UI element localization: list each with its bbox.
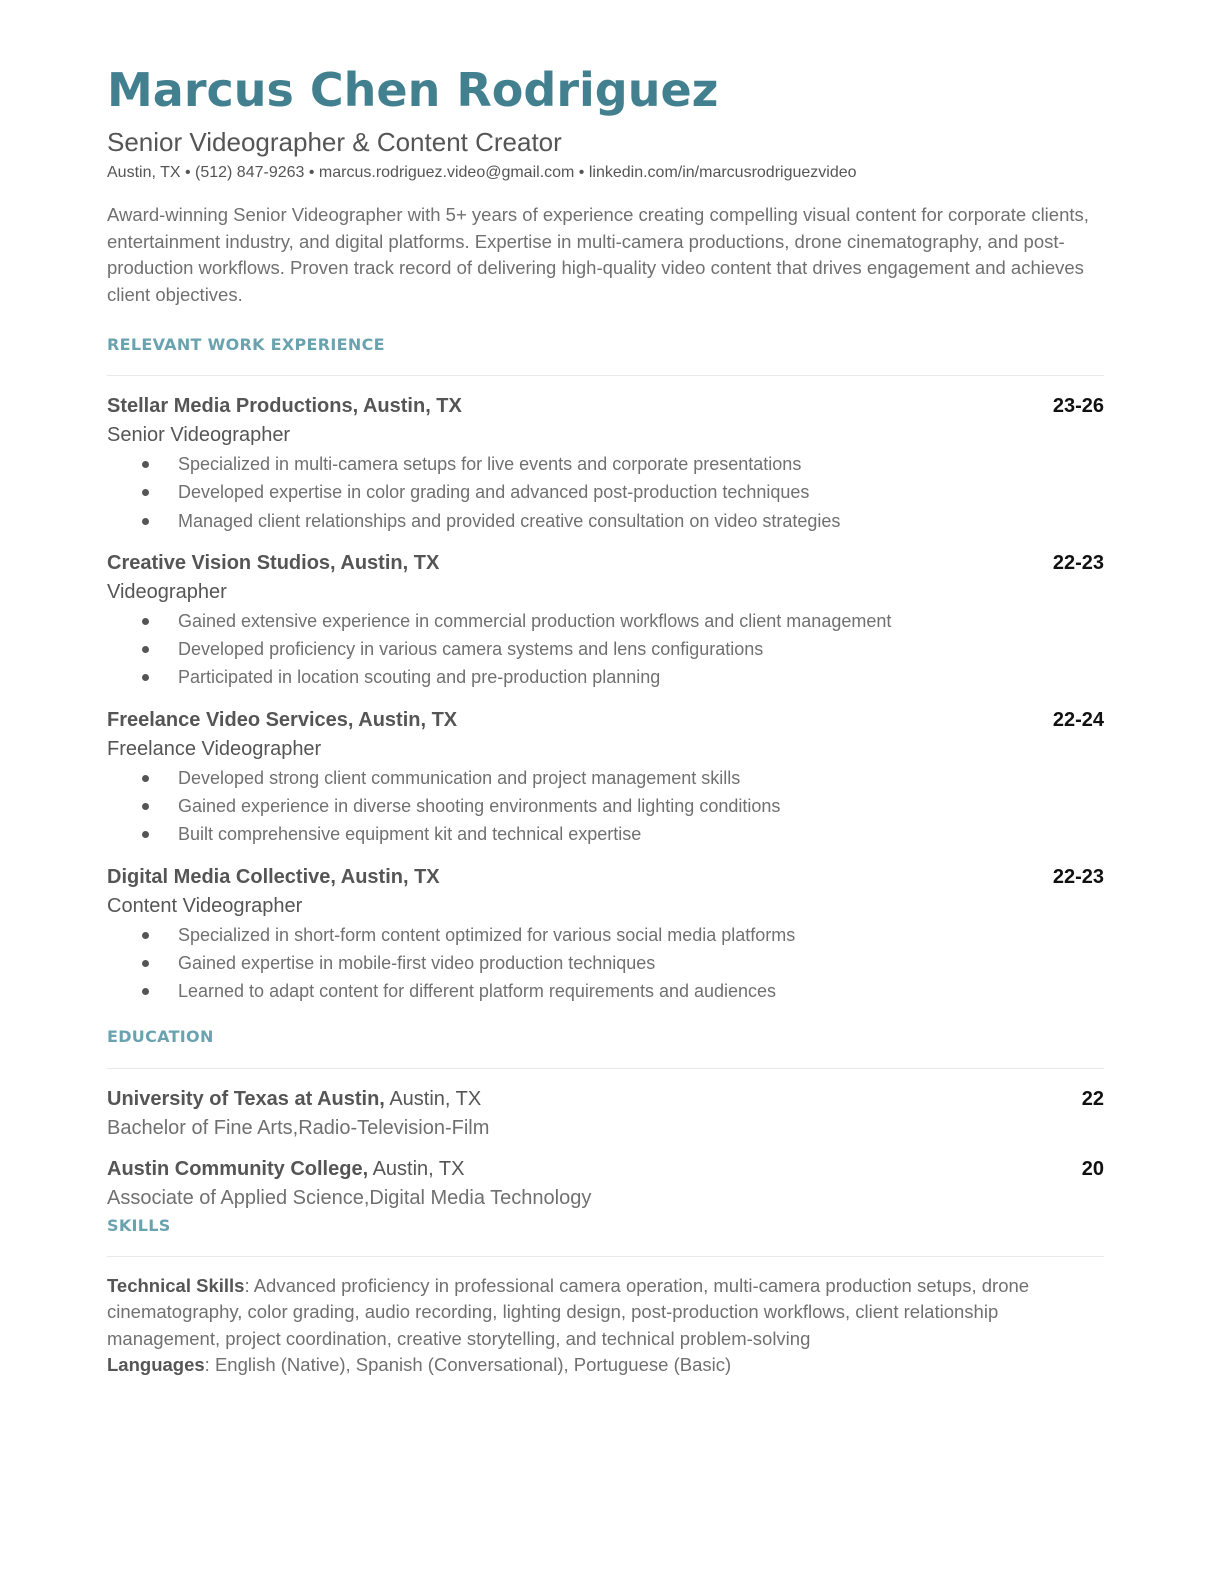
bullet-icon <box>142 518 149 525</box>
school-location: Austin, TX <box>372 1157 465 1180</box>
bullet-item: Managed client relationships and provided creative consultation on video strategies <box>107 507 1104 535</box>
technical-skills-label: Technical Skills <box>107 1274 245 1296</box>
degree: Bachelor of Fine Arts,Radio-Television-Film <box>107 1116 490 1139</box>
job-title: Videographer <box>107 580 227 603</box>
job-title: Freelance Videographer <box>107 737 322 760</box>
candidate-name: Marcus Chen Rodriguez <box>107 63 719 117</box>
education-date: 22 <box>1081 1087 1104 1110</box>
job-entry <box>107 392 1104 535</box>
languages <box>107 1352 1104 1379</box>
job-bullets <box>107 921 1104 1006</box>
job-title: Content Videographer <box>107 894 303 917</box>
bullet-icon <box>142 489 149 496</box>
job-entry <box>107 549 1104 692</box>
education-divider <box>107 1068 1104 1069</box>
education-entry <box>107 1155 1104 1213</box>
bullet-item: Learned to adapt content for different platform requirements and audiences <box>107 977 1104 1005</box>
bullet-icon <box>142 461 149 468</box>
skills-section-title: SKILLS <box>107 1215 171 1235</box>
job-employer: Digital Media Collective, Austin, TX <box>107 865 440 888</box>
education-entry <box>107 1085 1104 1143</box>
bullet-icon <box>142 618 149 625</box>
job-title: Senior Videographer <box>107 424 291 446</box>
bullet-icon <box>142 960 149 967</box>
resume-page <box>107 60 1104 1379</box>
languages-text: : English (Native), Spanish (Conversational), Portuguese (Basic) <box>204 1354 732 1376</box>
job-dates: 22-24 <box>1052 708 1104 731</box>
languages-label: Languages <box>107 1354 205 1376</box>
bullet-item: Gained extensive experience in commercial production workflows and client management <box>107 607 1104 635</box>
bullet-icon <box>142 831 149 838</box>
bullet-icon <box>142 932 149 939</box>
bullet-item: Specialized in multi-camera setups for live events and corporate presentations <box>107 450 1104 478</box>
bullet-item: Developed expertise in color grading and advanced post-production techniques <box>107 478 1104 506</box>
job-bullets <box>107 764 1104 849</box>
bullet-icon <box>142 646 149 653</box>
job-dates: 23-26 <box>1052 395 1104 417</box>
experience-divider <box>107 375 1104 376</box>
experience-section-title: RELEVANT WORK EXPERIENCE <box>107 335 385 354</box>
job-dates: 22-23 <box>1052 865 1104 888</box>
education-section-title: EDUCATION <box>107 1026 214 1046</box>
job-entry <box>107 706 1104 849</box>
job-employer: Stellar Media Productions, Austin, TX <box>107 395 462 417</box>
bullet-item: Gained expertise in mobile-first video production techniques <box>107 949 1104 977</box>
professional-summary: Award-winning Senior Videographer with 5+ years of experience creating compelling visual content for corporate clients, entertainment industry, and digital platforms. Expertise in multi-camera productions, drone cinematography, and post-production workflows. Proven track record of delivering high-quality video content that drives engagement and achieves client objectives. <box>107 204 1089 305</box>
bullet-icon <box>142 674 149 681</box>
job-bullets <box>107 450 1104 535</box>
bullet-item: Participated in location scouting and pre-production planning <box>107 663 1104 691</box>
bullet-item: Gained experience in diverse shooting environments and lighting conditions <box>107 792 1104 820</box>
technical-skills <box>107 1273 1104 1353</box>
school-name: Austin Community College, <box>107 1157 369 1180</box>
school-location: Austin, TX <box>389 1087 482 1110</box>
bullet-item: Developed proficiency in various camera systems and lens configurations <box>107 635 1104 663</box>
bullet-icon <box>142 988 149 995</box>
job-dates: 22-23 <box>1052 551 1104 574</box>
job-bullets <box>107 607 1104 692</box>
degree: Associate of Applied Science,Digital Media Technology <box>107 1186 592 1209</box>
education-date: 20 <box>1081 1157 1104 1180</box>
bullet-icon <box>142 775 149 782</box>
job-employer: Freelance Video Services, Austin, TX <box>107 708 458 731</box>
bullet-icon <box>142 803 149 810</box>
job-entry <box>107 863 1104 1006</box>
contact-line: Austin, TX • (512) 847-9263 • marcus.rodriguez.video@gmail.com • linkedin.com/in/marcusrodriguezvideo <box>107 164 857 181</box>
technical-skills-text: : Advanced proficiency in professional camera operation, multi-camera production setups, drone cinematography, color grading, audio recording, lighting design, post-production workflows, client relationship management, project coordination, creative storytelling, and technical problem-solving <box>107 1274 1030 1349</box>
bullet-item: Built comprehensive equipment kit and technical expertise <box>107 820 1104 848</box>
job-employer: Creative Vision Studios, Austin, TX <box>107 551 440 574</box>
candidate-headline: Senior Videographer & Content Creator <box>107 127 562 157</box>
school-name: University of Texas at Austin, <box>107 1087 385 1110</box>
bullet-item: Specialized in short-form content optimized for various social media platforms <box>107 921 1104 949</box>
skills-divider <box>107 1256 1104 1257</box>
bullet-item: Developed strong client communication and project management skills <box>107 764 1104 792</box>
